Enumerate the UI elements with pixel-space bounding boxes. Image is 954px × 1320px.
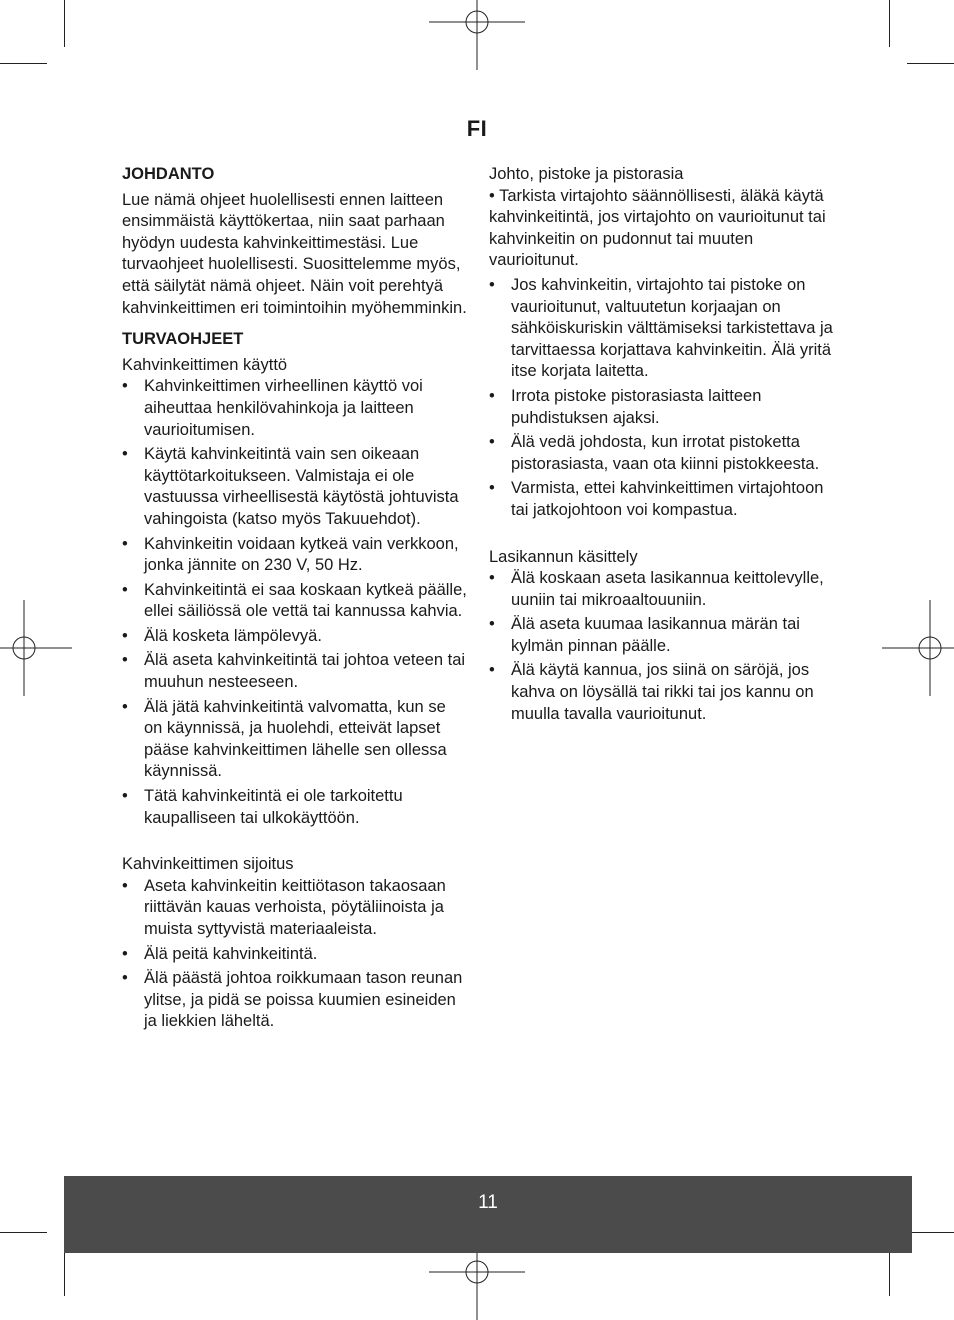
list-item: • Irrota pistoke pistorasiasta laitteen puhdistuksen ajaksi.	[489, 386, 762, 427]
bullet-icon: •	[122, 651, 128, 670]
bullet-icon: •	[489, 275, 495, 294]
language-code: FI	[466, 116, 488, 141]
crop-mark	[889, 0, 890, 47]
bullet-icon: •	[489, 615, 495, 634]
bullet-icon: •	[122, 445, 128, 464]
bullet-icon: •	[122, 944, 128, 963]
bullet-icon: •	[122, 534, 128, 553]
registration-mark-icon	[882, 600, 954, 696]
list-item: • Aseta kahvinkeitin keittiötason takaosaan riittävän kauas verhoista, pöytäliinoista ja muista syttyvistä materiaaleista.	[122, 876, 446, 938]
bullet-icon: •	[122, 580, 128, 599]
glass-heading: Lasikannun käsittely	[489, 547, 638, 566]
bullet-icon: •	[122, 626, 128, 645]
safety-heading: TURVAOHJEET	[122, 330, 244, 349]
list-item: • Älä aseta kuumaa lasikannua märän tai kylmän pinnan päälle.	[489, 615, 800, 655]
list-item: • Tätä kahvinkeitintä ei ole tarkoitettu kaupalliseen tai ulkokäyttöön.	[122, 787, 403, 827]
registration-mark-icon	[429, 0, 525, 70]
bullet-icon: •	[489, 661, 495, 680]
list-item: • Käytä kahvinkeitintä vain sen oikeaan käyttötarkoitukseen. Valmistaja ei ole vastuussa virheellisestä käytöstä johtuvista vahingoista (katso myös Takuuehdot).	[122, 445, 459, 528]
list-item: • Kahvinkeitintä ei saa koskaan kytkeä päälle, ellei säiliössä ole vettä tai kannussa kahvia.	[122, 580, 467, 621]
bullet-icon: •	[122, 377, 128, 396]
crop-mark	[64, 1249, 65, 1296]
bullet-icon: •	[122, 787, 128, 806]
bullet-icon: •	[489, 479, 495, 498]
use-heading: Kahvinkeittimen käyttö	[122, 355, 288, 374]
crop-mark	[907, 63, 954, 64]
list-item: • Älä käytä kannua, jos siinä on säröjä, jos kahva on löysällä tai rikki tai jos kannu on muulla tavalla vaurioitunut.	[489, 661, 814, 723]
bullet-icon: •	[122, 876, 128, 895]
glass-list	[489, 568, 839, 725]
bullet-icon: •	[122, 969, 128, 988]
crop-mark	[0, 63, 47, 64]
list-item: • Älä päästä johtoa roikkumaan tason reunan ylitse, ja pidä se poissa kuumien esineiden ja liekkien läheltä.	[122, 969, 463, 1031]
placement-list	[122, 876, 467, 1033]
left-column	[122, 164, 467, 1036]
list-item: • Kahvinkeittimen virheellinen käyttö voi aiheuttaa henkilövahinkoja ja laitteen vaurioitumisen.	[122, 377, 423, 439]
list-item: • Älä aseta kahvinkeitintä tai johtoa veteen tai muuhun nesteeseen.	[122, 651, 466, 692]
bullet-icon: •	[489, 433, 495, 452]
placement-heading: Kahvinkeittimen sijoitus	[122, 855, 294, 874]
crop-mark	[907, 1232, 954, 1233]
list-item: • Älä kosketa lämpölevyä.	[122, 626, 467, 648]
intro-heading: JOHDANTO	[122, 165, 215, 183]
cord-heading: Johto, pistoke ja pistorasia	[489, 165, 684, 183]
list-item: • Älä peitä kahvinkeitintä.	[122, 944, 467, 966]
page-footer	[64, 1176, 912, 1253]
bullet-icon: •	[489, 569, 495, 588]
crop-mark	[889, 1249, 890, 1296]
cord-list	[489, 186, 839, 522]
bullet-icon: •	[489, 186, 495, 205]
intro-paragraph: Lue nämä ohjeet huolellisesti ennen laitteen ensimmäistä käyttökertaa, niin saat parhaan hyödyn uudesta kahvinkeittimestäsi. Lue turvaohjeet huolellisesti. Suosittelemme myös, että säilytät nämä ohjeet. Näin voit perehtyä kahvinkeittimen eri toimintoihin myöhemminkin.	[122, 190, 467, 317]
list-item: • Kahvinkeitin voidaan kytkeä vain verkkoon, jonka jännite on 230 V, 50 Hz.	[122, 534, 459, 575]
list-item: • Varmista, ettei kahvinkeittimen virtajohtoon tai jatkojohtoon voi kompastua.	[489, 479, 824, 519]
page-number: 11	[478, 1192, 498, 1213]
bullet-icon: •	[122, 697, 128, 716]
crop-mark	[64, 0, 65, 47]
list-item: • Jos kahvinkeitin, virtajohto tai pistoke on vaurioitunut, valtuutetun korjaajan on sähköiskuriskin välttämiseksi tarkistettava ja tarvittaessa korjattava kahvinkeitin. Älä yritä itse korjata laitetta.	[489, 275, 833, 381]
bullet-icon: •	[489, 386, 495, 405]
list-item: • Tarkista virtajohto säännöllisesti, äläkä käytä kahvinkeitintä, jos virtajohto on vaurioitunut tai kahvinkeitin on pudonnut tai muuten vaurioitunut.	[489, 186, 826, 270]
use-list	[122, 376, 467, 829]
crop-mark	[0, 1232, 47, 1233]
right-column	[489, 164, 839, 728]
list-item: • Älä koskaan aseta lasikannua keittolevylle, uuniin tai mikroaaltouuniin.	[489, 569, 824, 609]
list-item: • Älä jätä kahvinkeitintä valvomatta, kun se on käynnissä, ja huolehdi, etteivät lapset pääse kahvinkeittimen lähelle sen ollessa käynnissä.	[122, 697, 447, 781]
registration-mark-icon	[0, 600, 72, 696]
list-item: • Älä vedä johdosta, kun irrotat pistoketta pistorasiasta, vaan ota kiinni pistokkeesta.	[489, 433, 820, 473]
